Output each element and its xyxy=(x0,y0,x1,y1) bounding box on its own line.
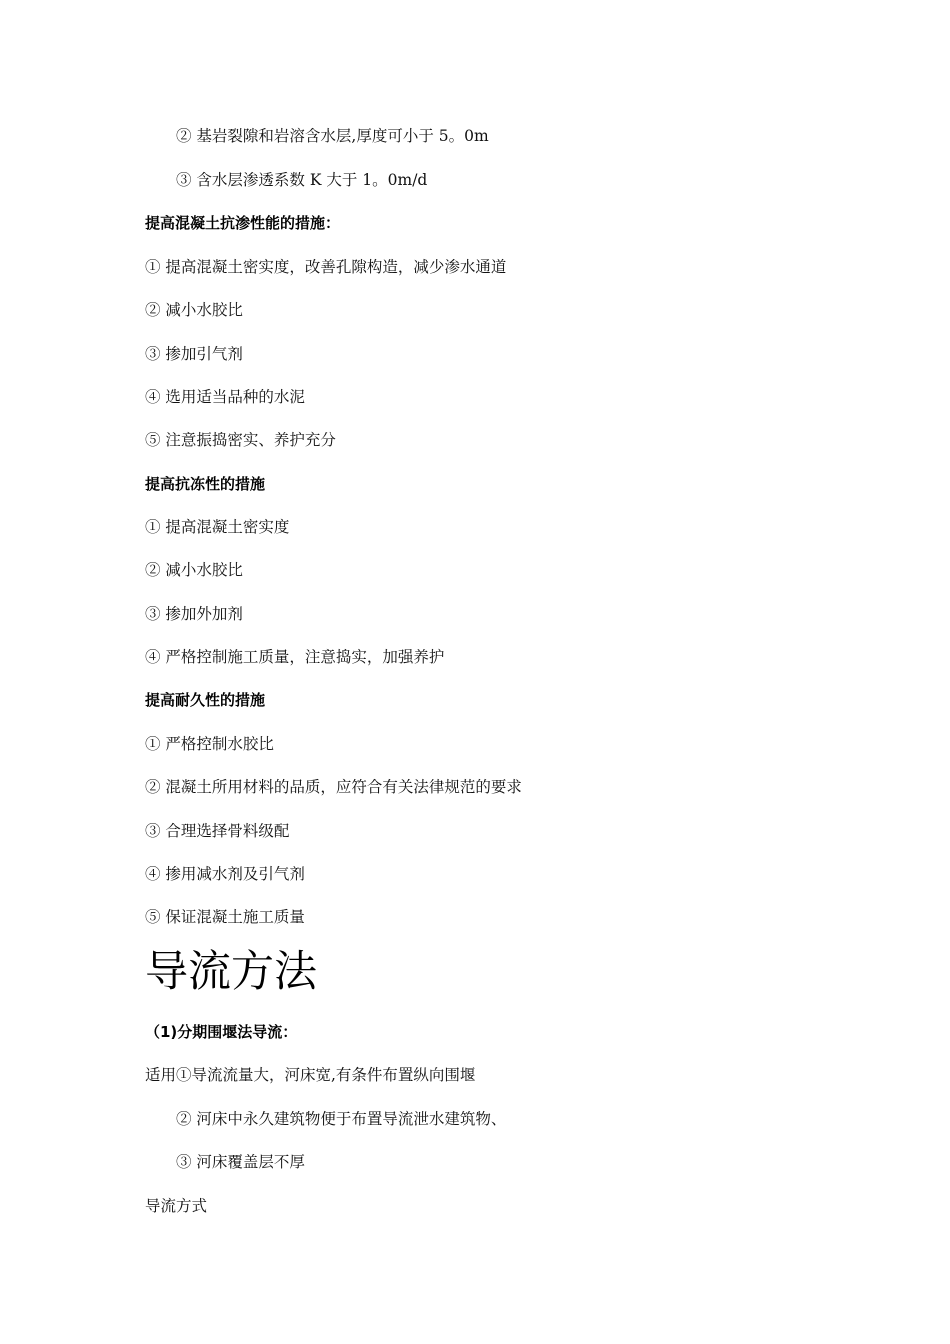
list-item: ② 减小水胶比 xyxy=(145,561,243,579)
section-heading: 提高抗冻性的措施 xyxy=(145,475,266,493)
list-item: ① 提高混凝土密实度 xyxy=(145,518,290,536)
list-item: ① 提高混凝土密实度，改善孔隙构造，减少渗水通道 xyxy=(145,258,507,276)
list-item: ③ 河床覆盖层不厚 xyxy=(176,1153,305,1171)
main-heading: 导流方法 xyxy=(145,947,317,997)
section-heading: 提高混凝土抗渗性能的措施： xyxy=(145,214,341,232)
list-item: ④ 掺用减水剂及引气剂 xyxy=(145,865,305,883)
section-heading: 提高耐久性的措施 xyxy=(145,691,266,709)
list-item: ② 基岩裂隙和岩溶含水层,厚度可小于 5。0m xyxy=(176,127,489,145)
list-item: ③ 掺加外加剂 xyxy=(145,605,243,623)
list-item: ③ 掺加引气剂 xyxy=(145,345,243,363)
list-item: ③ 含水层渗透系数 K 大于 1。0m/d xyxy=(176,171,428,189)
list-item: ⑤ 注意振捣密实、养护充分 xyxy=(145,431,336,449)
list-item: ③ 合理选择骨料级配 xyxy=(145,822,290,840)
list-item: ② 河床中永久建筑物便于布置导流泄水建筑物、 xyxy=(176,1110,507,1128)
paragraph-line: 导流方式 xyxy=(145,1197,208,1215)
list-item: ④ 选用适当品种的水泥 xyxy=(145,388,305,406)
list-item: ⑤ 保证混凝土施工质量 xyxy=(145,908,305,926)
list-item: ② 减小水胶比 xyxy=(145,301,243,319)
paragraph-line: 适用①导流流量大，河床宽,有条件布置纵向围堰 xyxy=(145,1066,476,1084)
list-item: ④ 严格控制施工质量，注意捣实，加强养护 xyxy=(145,648,445,666)
list-item: ② 混凝土所用材料的品质，应符合有关法律规范的要求 xyxy=(145,778,522,796)
subsection-heading: （1)分期围堰法导流： xyxy=(145,1023,298,1041)
list-item: ① 严格控制水胶比 xyxy=(145,735,274,753)
